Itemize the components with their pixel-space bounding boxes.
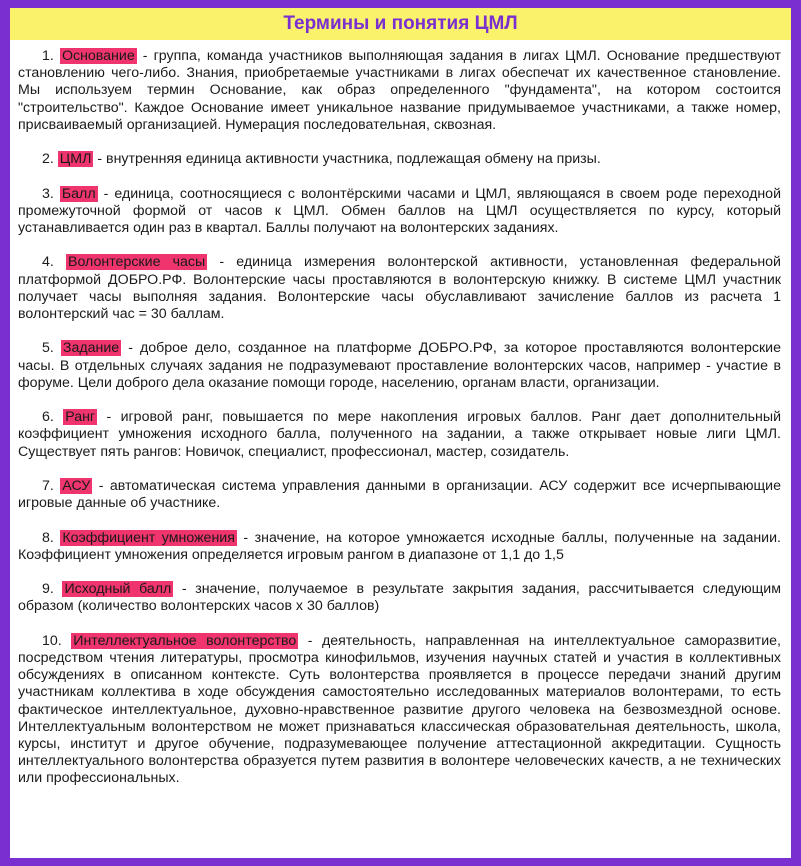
term-definition: - внутренняя единица активности участника, подлежащая обмену на призы.: [93, 151, 601, 168]
term-definition: - значение, на которое умножается исходные баллы, полученные на задании. Коэффициент умножения определяется игровым рангом в диапазоне от 1,1 до 1,5: [18, 529, 781, 563]
terms-list: [10, 40, 791, 788]
term-number: 10.: [42, 632, 62, 649]
term-name: Задание: [62, 340, 120, 357]
term-item: [18, 409, 781, 461]
term-name: Интеллектуальное волонтерство: [73, 632, 297, 649]
term-item: [18, 478, 781, 512]
document-frame: [10, 8, 791, 858]
term-name: АСУ: [62, 477, 91, 494]
term-name: ЦМЛ: [59, 151, 92, 168]
term-number: 3.: [42, 185, 54, 202]
term-definition: - доброе дело, созданное на платформе ДОБРО.РФ, за которое проставляются волонтерские часы. В отдельных случаях задания не подразумевают проставление волонтерских часов, например - участие в форуме. Цели доброго дела оказание помощи городе, населению, органам власти, организации.: [18, 340, 781, 391]
term-number: 2.: [42, 151, 54, 168]
term-name: Ранг: [65, 409, 96, 426]
term-number: 6.: [42, 409, 54, 426]
term-name: Коэффициент умножения: [62, 529, 235, 546]
term-name: Волонтерские часы: [68, 254, 206, 271]
term-name: Исходный балл: [64, 581, 172, 598]
term-item: [18, 633, 781, 788]
term-item: [18, 254, 781, 323]
page-title: Термины и понятия ЦМЛ: [283, 13, 518, 34]
term-number: 7.: [42, 477, 54, 494]
term-item: [18, 186, 781, 238]
term-name: Основание: [61, 48, 135, 64]
term-number: 4.: [42, 254, 54, 271]
term-number: 8.: [42, 529, 54, 546]
term-name: Балл: [61, 185, 96, 202]
term-number: 9.: [42, 581, 54, 598]
term-definition: - автоматическая система управления данными в организации. АСУ содержит все исчерпывающие игровые данные об участнике.: [18, 477, 781, 512]
term-item: [18, 48, 781, 134]
term-definition: - значение, получаемое в результате закрытия задания, рассчитывается следующим образом (количество волонтерских часов х 30 баллов): [18, 581, 781, 615]
term-definition: - единица измерения волонтерской активности, установленная федеральной платформой ДОБРО.РФ. Волонтерские часы проставляются в волонтерскую книжку. В системе ЦМЛ участник получает часы выполняя задания. Волонтерские часы обуславливают зачисление баллов из расчета 1 волонтерский час = 30 баллам.: [18, 254, 781, 322]
term-definition: - игровой ранг, повышается по мере накопления игровых баллов. Ранг дает дополнительный коэффициент умножения исходного балла, полученного на задании, а также открывает новые лиги ЦМЛ. Существует пять рангов: Новичок, специалист, профессионал, мастер, созидатель.: [18, 409, 781, 460]
term-definition: - деятельность, направленная на интеллектуальное саморазвитие, посредством чтения литературы, просмотра кинофильмов, изучения научных статей и участия в коллективных обсуждениях в описанном контексте. Суть волонтерства проявляется в процессе передачи знаний другим участникам коллектива в ходе обсуждения самостоятельно исследованных материалов волонтерами, то есть фактическое интеллектуальное, духовно-нравственное развитие другого человека на безвозмездной основе. Интеллектуальным волонтерством не может признаваться классическая образовательная деятельность, школа, курсы, институт и другое обучение, подразумевающее получение аттестационной аккредитации. Сущность интеллектуального волонтерства образуется путем развития в волонтере человеческих качеств, а не технических или профессиональных.: [18, 632, 781, 787]
term-number: 5.: [42, 340, 54, 357]
term-item: [18, 340, 781, 392]
term-number: 1.: [42, 48, 54, 64]
term-definition: - единица, соотносящиеся с волонтёрскими часами и ЦМЛ, являющаяся в своем роде переходной промежуточной формой от часов к ЦМЛ. Обмен баллов на ЦМЛ осуществляется по курсу, который устанавливается один раз в квартал. Баллы получают на волонтерских заданиях.: [18, 185, 781, 236]
title-bar: [10, 8, 791, 40]
term-item: [18, 530, 781, 564]
term-definition: - группа, команда участников выполняющая задания в лигах ЦМЛ. Основание предшествуют становлению чего-либо. Знания, приобретаемые участниками в лигах обеспечат их качественное становление. Мы используем термин Основание, как образ определенного "фундамента", на котором состоится "строительство". Каждое Основание имеет уникальное название придумываемое участниками, а также номер, присваиваемый организацией. Нумерация последовательная, сквозная.: [18, 48, 781, 133]
term-item: [18, 581, 781, 615]
term-item: [18, 151, 781, 168]
